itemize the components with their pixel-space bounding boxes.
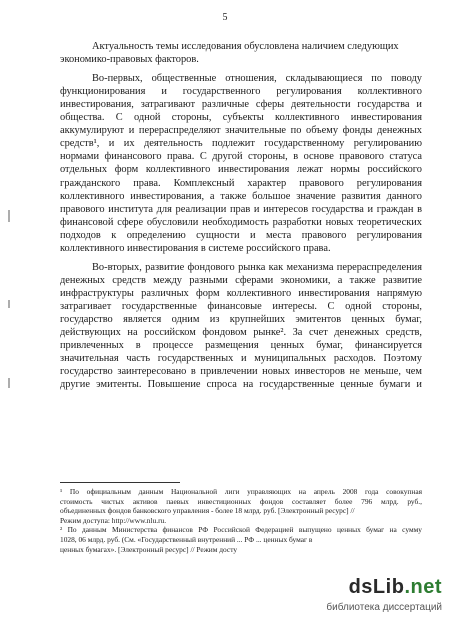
body-line: экономико-правовых факторов. xyxy=(60,54,199,66)
body-line: гражданского права. Комплексный характер правового регулирования xyxy=(60,177,422,189)
body-line: коллективного инвестирования, а также большое значение развития данного xyxy=(60,190,422,202)
body-line: функционирования и государственного регулирования коллективного xyxy=(60,86,422,98)
footnote-line: 1028, 06 млрд. руб. (См. «Государственный внутренний ... РФ ... ценных бумаг в xyxy=(60,535,313,544)
footnote-line: объединенных фондов банковского управления - более 18 млрд. руб. [Электронный ресурс] // xyxy=(60,506,355,516)
body-line: Актуальность темы исследования обусловлена наличием следующих xyxy=(92,41,399,52)
footnote-line: ценных бумагах». [Электронный ресурс] // Режим досту xyxy=(60,544,238,554)
body-line: инфраструктуры различных форм коллективного инвестирования напрямую xyxy=(60,287,422,299)
body-line: государство является одним из крупнейших эмитентов ценных бумаг, xyxy=(60,314,422,325)
body-line: инвестирования, затрагивают различные сферы деятельности государства и xyxy=(60,99,422,111)
body-line: коллективного инвестирования в системе российского права. xyxy=(60,242,331,254)
footnote-line: ¹ По официальным данным Национальной лиги управляющих на апрель 2008 года совокупная xyxy=(60,487,422,496)
body-line: затрагивает государственные финансовые интересы. С одной стороны, xyxy=(60,300,422,312)
page-number: 5 xyxy=(222,12,228,23)
logo-main: dsLib xyxy=(348,576,405,598)
body-line: денежных средств между разными сферами экономики, а также развитие xyxy=(60,274,422,286)
scan-artifact xyxy=(8,300,10,308)
body-line: подходов к определению сущности и места правового регулирования xyxy=(60,229,422,241)
body-line: общества. С одной стороны, субъекты коллективного инвестирования xyxy=(60,112,422,124)
logo-subtitle: библиотека диссертаций xyxy=(326,602,442,613)
body-line: другие эмитенты. Повышение спроса на государственные ценные бумаги и xyxy=(60,379,422,391)
body-line: Во-вторых, развитие фондового рынка как механизма перераспределения xyxy=(92,261,422,273)
body-line: финансовой сфере обусловили необходимость разработки новых теоретических xyxy=(60,216,422,228)
body-line: значительная часть государственных и муниципальных расходов. Поэтому xyxy=(60,353,422,365)
footnote-line: ² По данным Министерства финансов РФ Российской Федерацией выпущено ценных бумаг на сумму xyxy=(60,525,422,535)
body-line: отдельных форм коллективного инвестирования лежат нормы российского xyxy=(60,164,422,176)
scan-artifact xyxy=(8,378,10,388)
logo-tld: net xyxy=(410,576,442,598)
dslib-watermark[interactable] xyxy=(292,576,442,618)
body-line: привлеченных в процессе размещения ценных бумаг, финансируется xyxy=(60,340,422,352)
body-line: аккумулируют и перераспределяют значительные по объему фонды денежных xyxy=(60,125,422,137)
body-line: средств¹, и их деятельность подлежит государственному регулированию xyxy=(60,138,422,150)
body-line: действующих на российском фондовом рынке². За счет денежных средств, xyxy=(60,327,422,339)
logo-dot: . xyxy=(404,576,411,598)
body-line: Во-первых, общественные отношения, складывающиеся по поводу xyxy=(92,73,422,85)
body-line: нормами финансового права. С другой стороны, в основе правового статуса xyxy=(60,151,422,163)
footnote-separator xyxy=(60,482,180,483)
footnote-line: Режим доступа: http://www.nlu.ru. xyxy=(60,515,167,525)
body-line: правового института для реализации прав и интересов государства и граждан в xyxy=(60,203,422,215)
footnote-line: стоимость чистых активов паевых инвестиционных фондов составляет более 796 млрд. руб., xyxy=(60,496,422,506)
scan-artifact xyxy=(8,210,10,222)
body-line: государство заинтересовано в привлечении новых инвесторов не меньше, чем xyxy=(60,366,422,378)
dslib-logo xyxy=(349,576,442,599)
